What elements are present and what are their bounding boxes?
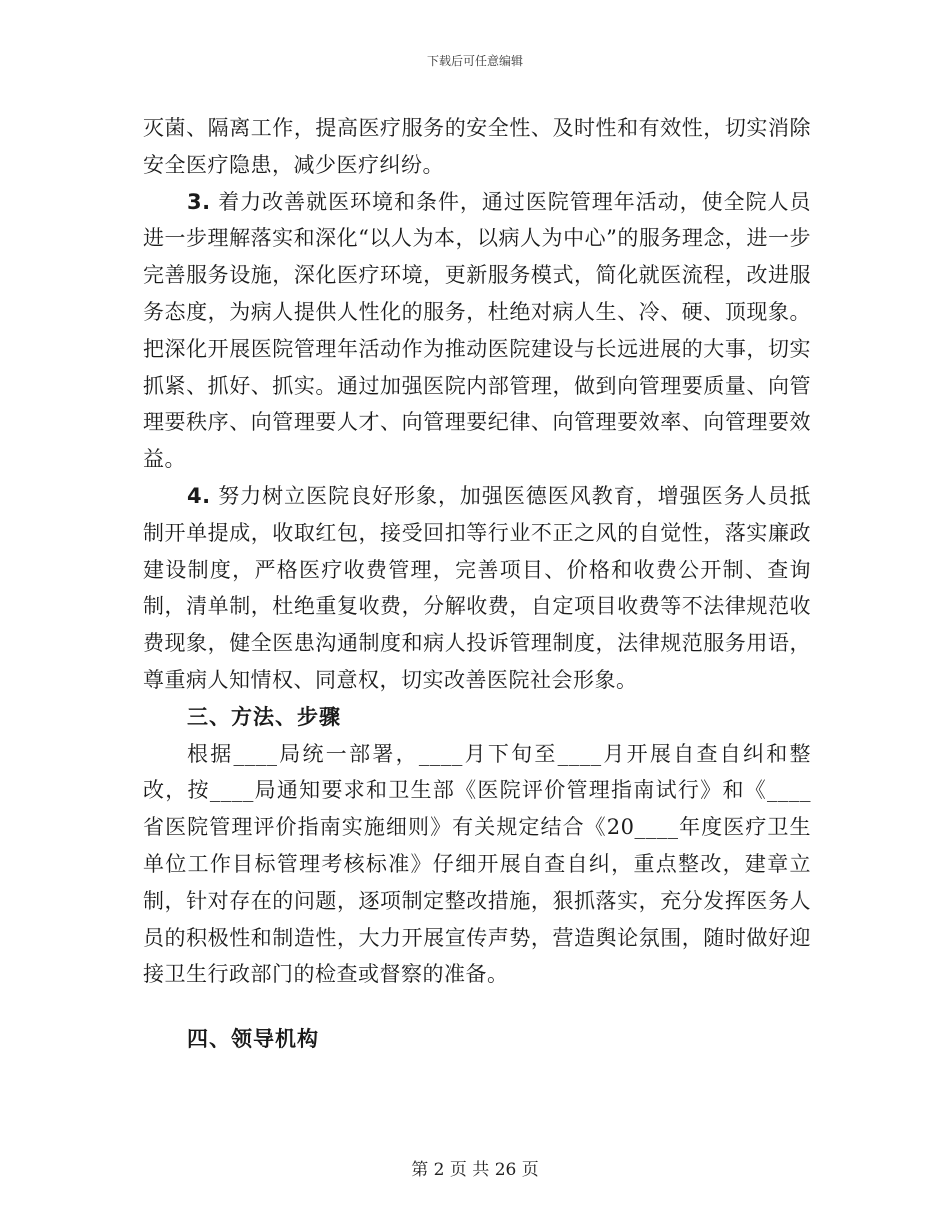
section-heading-methods: 三、方法、步骤 [187, 704, 341, 729]
paragraph-item-4-text: 努力树立医院良好形象，加强医德医风教育，增强医务人员抵制开单提成，收取红包，接受回扣等行业不正之风的自觉性，落实廉政建设制度，严格医疗收费管理，完善项目、价格和收费公开制、查询制，清单制，杜绝重复收费，分解收费，自定项目收费等不法律规范收费现象，健全医患沟通制度和病人投诉管理制度，法律规范服务用语，尊重病人知情权、同意权，切实改善医院社会形象。 [143, 483, 811, 692]
item-number-3: 3. [187, 189, 211, 214]
paragraph-methods: 根据____局统一部署，____月下旬至____月开展自查自纠和整改，按____局通知要求和卫生部《医院评价管理指南试行》和《____省医院管理评价指南实施细则》有关规定结合《20____年度医疗卫生单位工作目标管理考核标准》仔细开展自查自纠，重点整改，建章立制，针对存在的问题，逐项制定整改措施，狠抓落实，充分发挥医务人员的积极性和制造性，大力开展宣传声势，营造舆论氛围，随时做好迎接卫生行政部门的检查或督察的准备。 [143, 741, 811, 987]
paragraph-item-4 [143, 478, 811, 699]
paragraph-item-3-text: 着力改善就医环境和条件，通过医院管理年活动，使全院人员进一步理解落实和深化“以人为本，以病人为中心”的服务理念，进一步完善服务设施，深化医疗环境，更新服务模式，简化就医流程，改进服务态度，为病人提供人性化的服务，杜绝对病人生、冷、硬、顶现象。把深化开展医院管理年活动作为推动医院建设与长远进展的大事，切实抓紧、抓好、抓实。通过加强医院内部管理，做到向管理要质量、向管理要秩序、向管理要人才、向管理要纪律、向管理要效率、向管理要效益。 [143, 189, 811, 472]
paragraph-item-3 [143, 184, 811, 478]
document-body [143, 110, 811, 1058]
page-header: 下载后可任意编辑 [426, 54, 523, 68]
page-footer: 第 2 页 共 26 页 [411, 1160, 539, 1180]
item-number-4: 4. [187, 483, 211, 508]
paragraph-continuation: 灭菌、隔离工作，提高医疗服务的安全性、及时性和有效性，切实消除安全医疗隐患，减少医疗纠纷。 [143, 116, 811, 177]
section-heading-leadership: 四、领导机构 [187, 1027, 319, 1052]
